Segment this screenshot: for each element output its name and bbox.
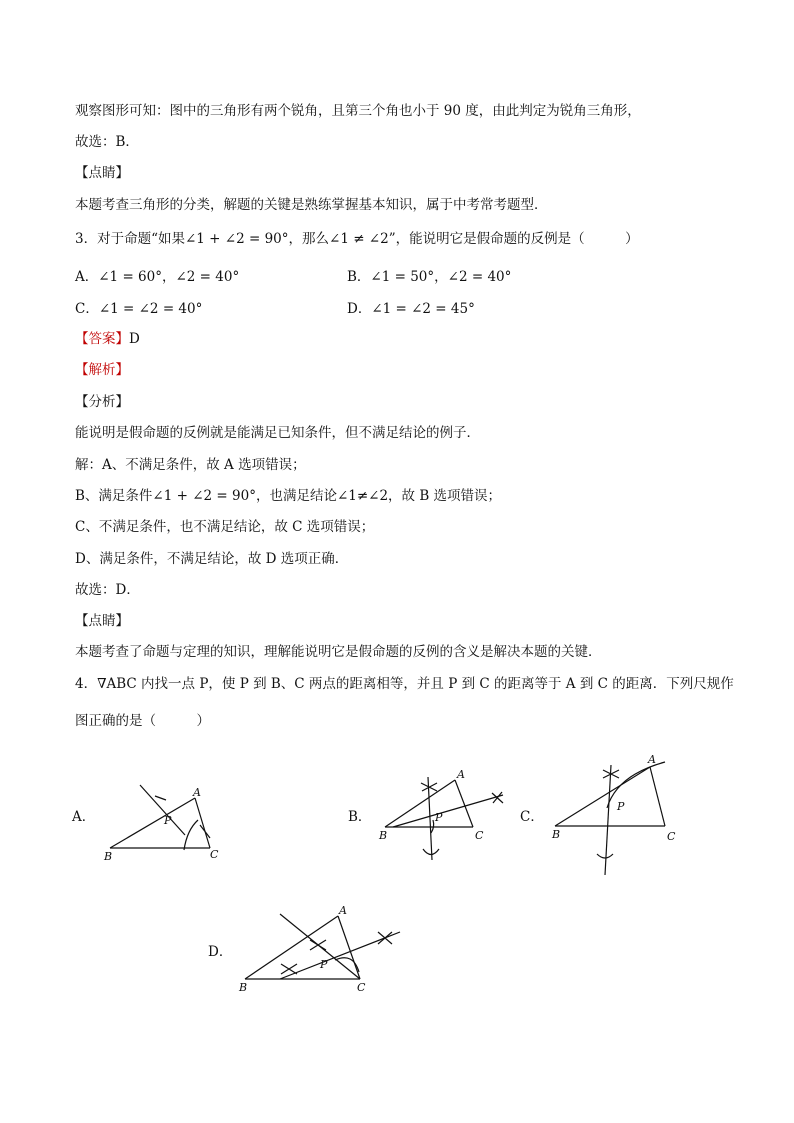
figure-a-label: A． [72, 809, 96, 825]
text-line-18: 本题考查了命题与定理的知识，理解能说明它是假命题的反例的含义是解决本题的关键． [75, 644, 602, 660]
text-line-4: 本题考查三角形的分类，解题的关键是熟练掌握基本知识，属于中考常考题型． [75, 197, 548, 213]
figure-c [545, 750, 690, 880]
figure-c-point-p: P [617, 800, 625, 813]
comment-heading-2: 【点睛】 [75, 613, 129, 629]
figure-d-point-b: B [239, 981, 248, 994]
figure-d-point-c: C [357, 981, 366, 994]
analysis-tag: 【解析】 [75, 362, 129, 378]
text-line-15: D、满足条件，不满足结论，故 D 选项正确． [75, 551, 349, 567]
figure-b-label: B． [348, 809, 372, 825]
question-4-cont: 图正确的是（ ） [75, 713, 210, 729]
text-line-14: C、不满足条件，也不满足结论，故 C 选项错误； [75, 519, 375, 535]
figure-d [235, 900, 410, 995]
question-3: 3．对于命题“如果∠1 + ∠2 = 90°，那么∠1 ≠ ∠2”，能说明它是假命题的反例是（ ） [75, 231, 639, 247]
figure-d-label: D． [208, 944, 233, 960]
figure-c-point-b: B [552, 828, 561, 841]
question-4: 4．∇ABC 内找一点 P，使 P 到 B、C 两点的距离相等，并且 P 到 C 的距离等于 A 到 C 的距离．下列尺规作 [75, 676, 734, 692]
option-3d: D．∠1 = ∠2 = 45° [347, 301, 475, 317]
figure-b-point-c: C [475, 829, 484, 842]
figure-a-point-p: P [164, 814, 172, 827]
answer-line [75, 330, 140, 348]
answer-value: D [129, 331, 140, 347]
figure-b [375, 765, 515, 865]
figure-c-label: C． [520, 809, 544, 825]
figure-b-point-a: A [457, 768, 465, 781]
text-line-12: 解：A、不满足条件，故 A 选项错误； [75, 457, 306, 473]
figure-a-point-c: C [210, 848, 219, 861]
figure-b-point-p: P [435, 811, 443, 824]
option-3c: C．∠1 = ∠2 = 40° [75, 301, 203, 317]
figure-c-point-a: A [648, 753, 656, 766]
option-3a: A．∠1 = 60°，∠2 = 40° [75, 269, 240, 285]
figure-b-point-b: B [379, 829, 388, 842]
text-line-11: 能说明是假命题的反例就是能满足已知条件，但不满足结论的例子． [75, 425, 480, 441]
figure-d-point-a: A [339, 904, 347, 917]
option-3b: B．∠1 = 50°，∠2 = 40° [347, 269, 512, 285]
analysis-heading: 【分析】 [75, 394, 129, 410]
figure-a-point-a: A [193, 786, 201, 799]
text-line-16: 故选：D． [75, 582, 140, 598]
comment-heading-1: 【点睛】 [75, 165, 129, 181]
text-line-13: B、满足条件∠1 + ∠2 = 90°，也满足结论∠1≠∠2，故 B 选项错误； [75, 488, 502, 504]
answer-tag: 【答案】 [75, 331, 129, 347]
figure-a-point-b: B [104, 850, 113, 863]
figure-d-point-p: P [320, 958, 328, 971]
text-line-1: 观察图形可知：图中的三角形有两个锐角，且第三个角也小于 90 度，由此判定为锐角三角形， [75, 103, 641, 119]
figure-c-point-c: C [667, 830, 676, 843]
text-line-2: 故选：B． [75, 134, 139, 150]
figure-a [100, 780, 230, 865]
